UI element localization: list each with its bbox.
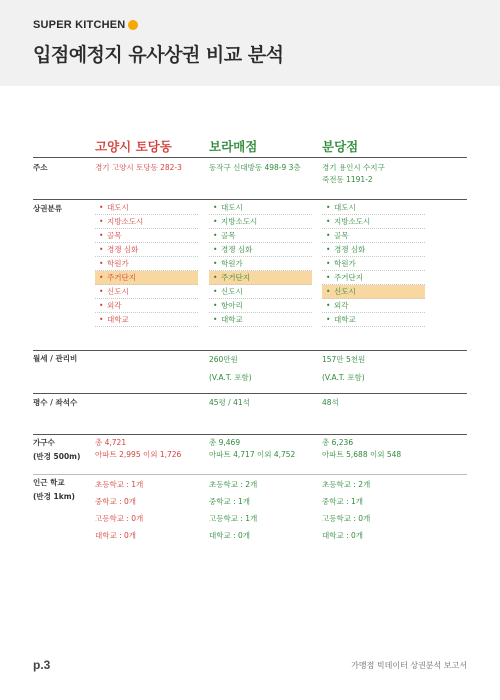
schools-label-line2: (반경 1km) xyxy=(33,492,75,501)
rent-bundang xyxy=(322,352,365,385)
list-item-highlighted: • 주거단지 xyxy=(209,271,312,285)
area-boramae: 45평 / 41석 xyxy=(209,398,250,407)
households-total: 총 9,469 xyxy=(209,438,241,447)
school-count: 중학교 : 0개 xyxy=(95,497,137,506)
list-item: • 지방소도시 xyxy=(322,215,425,229)
households-total: 총 6,236 xyxy=(322,438,354,447)
list-item: • 지방소도시 xyxy=(95,215,198,229)
school-count: 대학교 : 0개 xyxy=(209,531,251,540)
households-label-line1: 가구수 xyxy=(33,438,55,447)
list-item: • 골목 xyxy=(209,229,312,243)
rent-boramae xyxy=(209,352,252,385)
rent-value: 260만원 xyxy=(209,355,238,364)
address-goyang: 경기 고양시 토당동 282-3 xyxy=(95,163,182,172)
school-count: 초등학교 : 1개 xyxy=(95,480,144,489)
row-label-category: 상권분류 xyxy=(33,204,62,213)
brand-dot-icon xyxy=(128,20,138,30)
column-heading-boramae: 보라매점 xyxy=(209,139,258,154)
list-item: • 대학교 xyxy=(95,313,198,327)
divider xyxy=(33,393,467,394)
address-bundang xyxy=(322,162,385,186)
schools-bundang xyxy=(322,476,370,544)
school-count: 고등학교 : 0개 xyxy=(322,514,371,523)
school-count: 중학교 : 1개 xyxy=(209,497,251,506)
divider xyxy=(33,157,467,158)
category-list-bundang xyxy=(322,201,425,327)
page-title: 입점예정지 유사상권 비교 분석 xyxy=(33,44,284,66)
schools-goyang xyxy=(95,476,143,544)
address-boramae: 동작구 신대방동 498-9 3층 xyxy=(209,163,301,172)
households-label-line2: (반경 500m) xyxy=(33,452,81,461)
divider xyxy=(33,199,467,200)
school-count: 고등학교 : 0개 xyxy=(95,514,144,523)
column-heading-bundang: 분당점 xyxy=(322,139,359,154)
list-item: • 경쟁 심화 xyxy=(322,243,425,257)
list-item: • 대도시 xyxy=(322,201,425,215)
category-list-boramae xyxy=(209,201,312,327)
list-item-highlighted: • 신도시 xyxy=(322,285,425,299)
list-item: • 대학교 xyxy=(322,313,425,327)
school-count: 중학교 : 1개 xyxy=(322,497,364,506)
list-item: • 골목 xyxy=(95,229,198,243)
list-item: • 지방소도시 xyxy=(209,215,312,229)
list-item: • 외각 xyxy=(322,299,425,313)
row-label-area: 평수 / 좌석수 xyxy=(33,398,78,407)
households-goyang xyxy=(95,437,181,461)
area-bundang: 48석 xyxy=(322,398,339,407)
column-heading-goyang: 고양시 토당동 xyxy=(95,139,172,154)
households-total: 총 4,721 xyxy=(95,438,127,447)
households-bundang xyxy=(322,437,401,461)
list-item: • 외각 xyxy=(95,299,198,313)
list-item: • 경쟁 심화 xyxy=(95,243,198,257)
list-item: • 대도시 xyxy=(95,201,198,215)
households-breakdown: 아파트 5,688 이외 548 xyxy=(322,450,402,459)
report-title-footer: 가맹점 빅데이터 상권분석 보고서 xyxy=(351,661,467,670)
brand-name: SUPER KITCHEN xyxy=(33,19,126,31)
divider xyxy=(33,350,467,351)
row-label-schools xyxy=(33,476,75,504)
households-breakdown: 아파트 4,717 이외 4,752 xyxy=(209,450,296,459)
list-item: • 주거단지 xyxy=(322,271,425,285)
list-item: • 신도시 xyxy=(95,285,198,299)
schools-label-line1: 인근 학교 xyxy=(33,478,65,487)
school-count: 대학교 : 0개 xyxy=(322,531,364,540)
address-bundang-line2: 죽전동 1191-2 xyxy=(322,175,373,184)
list-item: • 항아리 xyxy=(209,299,312,313)
list-item: • 학원가 xyxy=(95,257,198,271)
school-count: 대학교 : 0개 xyxy=(95,531,137,540)
list-item: • 학원가 xyxy=(322,257,425,271)
page-header xyxy=(0,0,500,86)
list-item: • 골목 xyxy=(322,229,425,243)
divider xyxy=(33,434,467,435)
list-item: • 대도시 xyxy=(209,201,312,215)
schools-boramae xyxy=(209,476,257,544)
school-count: 초등학교 : 2개 xyxy=(322,480,371,489)
page-number: p.3 xyxy=(33,658,51,672)
rent-value: 157만 5천원 xyxy=(322,355,366,364)
address-bundang-line1: 경기 용인시 수지구 xyxy=(322,163,385,172)
list-item: • 대학교 xyxy=(209,313,312,327)
school-count: 초등학교 : 2개 xyxy=(209,480,258,489)
row-label-households xyxy=(33,436,80,464)
brand-logo xyxy=(33,19,138,31)
households-boramae xyxy=(209,437,295,461)
school-count: 고등학교 : 1개 xyxy=(209,514,258,523)
category-list-goyang xyxy=(95,201,198,327)
list-item: • 학원가 xyxy=(209,257,312,271)
row-label-address: 주소 xyxy=(33,163,48,172)
households-breakdown: 아파트 2,995 이외 1,726 xyxy=(95,450,182,459)
divider xyxy=(33,474,467,475)
rent-note: (V.A.T. 포함) xyxy=(322,373,365,382)
rent-note: (V.A.T. 포함) xyxy=(209,373,252,382)
list-item-highlighted: • 주거단지 xyxy=(95,271,198,285)
list-item: • 경쟁 심화 xyxy=(209,243,312,257)
row-label-rent: 월세 / 관리비 xyxy=(33,354,78,363)
list-item: • 신도시 xyxy=(209,285,312,299)
